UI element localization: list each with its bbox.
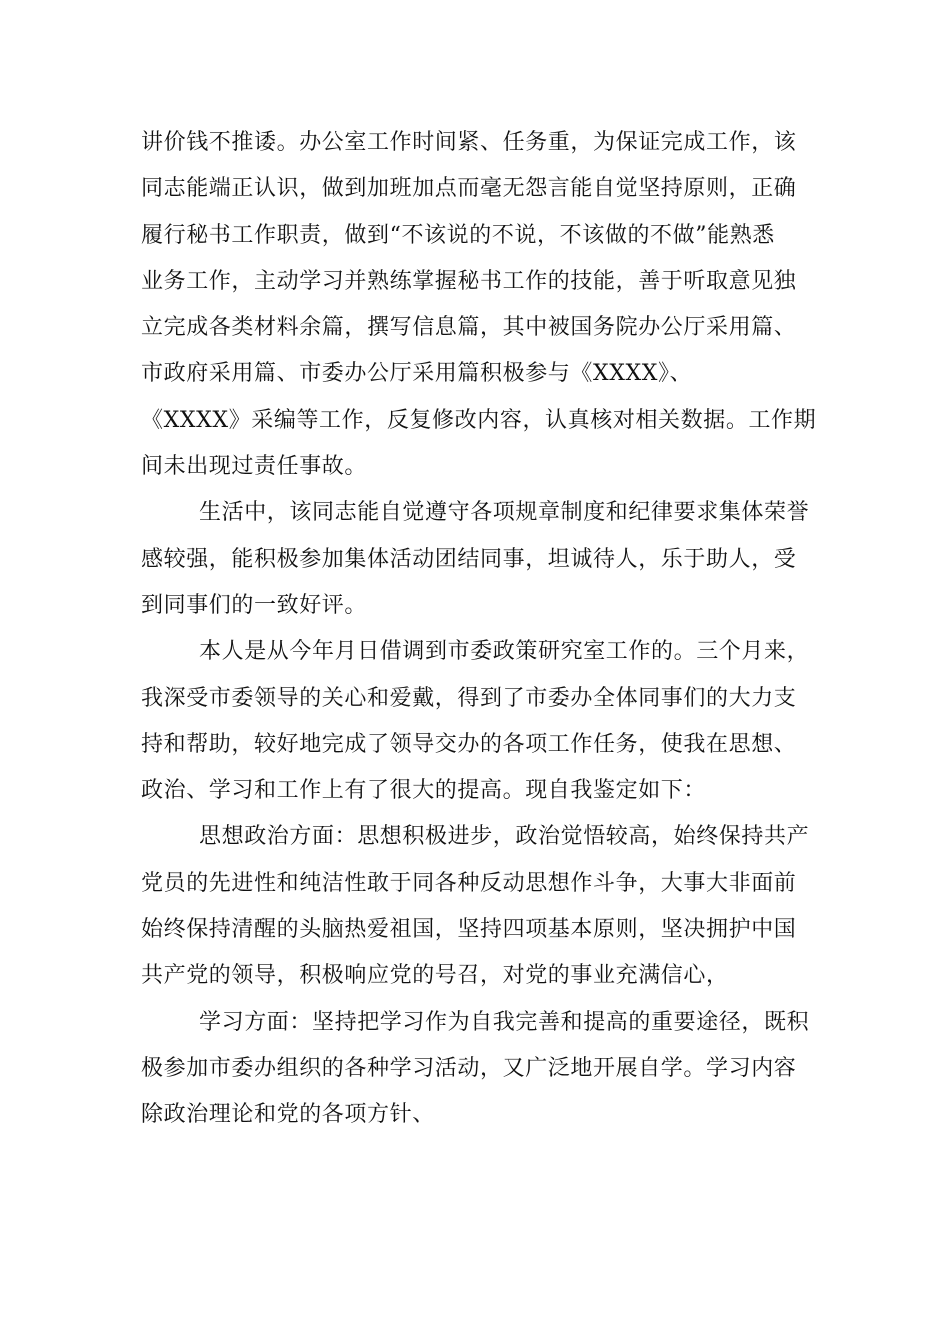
text-line-22: 除政治理论和党的各项方针、 [141,1102,435,1128]
text-line-13: 我深受市委领导的关心和爱戴，得到了市委办全体同事们的大力支 [141,685,797,711]
document-body [141,120,821,1139]
text-line-11: 到同事们的一致好评。 [141,592,368,618]
text-line-1: 讲价钱不推诿。办公室工作时间紧、任务重，为保证完成工作，该 [141,130,797,155]
text-line-2: 同志能端正认识，做到加班加点而毫无怨言能自觉坚持原则，正确 [141,176,797,202]
text-line-21: 极参加市委办组织的各种学习活动，又广泛地开展自学。学习内容 [141,1055,797,1081]
text-line-16: 思想政治方面：思想积极进步，政治觉悟较高，始终保持共产 [199,824,810,850]
text-line-19: 共产党的领导，积极响应党的号召，对党的事业充满信心， [141,963,729,989]
text-line-17: 党员的先进性和纯洁性敢于同各种反动思想作斗争，大事大非面前 [141,870,797,896]
text-line-6: 市政府采用篇、市委办公厅采用篇积极参与《XXXX》、 [141,361,693,387]
text-line-10: 感较强，能积极参加集体活动团结同事，坦诚待人，乐于助人，受 [141,546,797,572]
text-line-20: 学习方面：坚持把学习作为自我完善和提高的重要途径，既积 [199,1009,810,1035]
text-line-18: 始终保持清醒的头脑热爱祖国，坚持四项基本原则，坚决拥护中国 [141,917,797,943]
text-line-5: 立完成各类材料余篇，撰写信息篇，其中被国务院办公厅采用篇、 [141,315,797,341]
text-line-14: 持和帮助，较好地完成了领导交办的各项工作任务，使我在思想、 [141,731,797,757]
text-line-9: 生活中，该同志能自觉遵守各项规章制度和纪律要求集体荣誉 [199,500,810,526]
text-line-8: 间未出现过责任事故。 [141,454,368,480]
text-line-4: 业务工作，主动学习并熟练掌握秘书工作的技能，善于听取意见独 [141,268,797,294]
text-line-7: 《XXXX》采编等工作，反复修改内容，认真核对相关数据。工作期 [141,407,817,433]
text-line-15: 政治、学习和工作上有了很大的提高。现自我鉴定如下： [141,778,707,804]
text-line-12: 本人是从今年月日借调到市委政策研究室工作的。三个月来， [199,639,810,665]
text-line-3: 履行秘书工作职责，做到“不该说的不说，不该做的不做”能熟悉 [141,222,775,248]
